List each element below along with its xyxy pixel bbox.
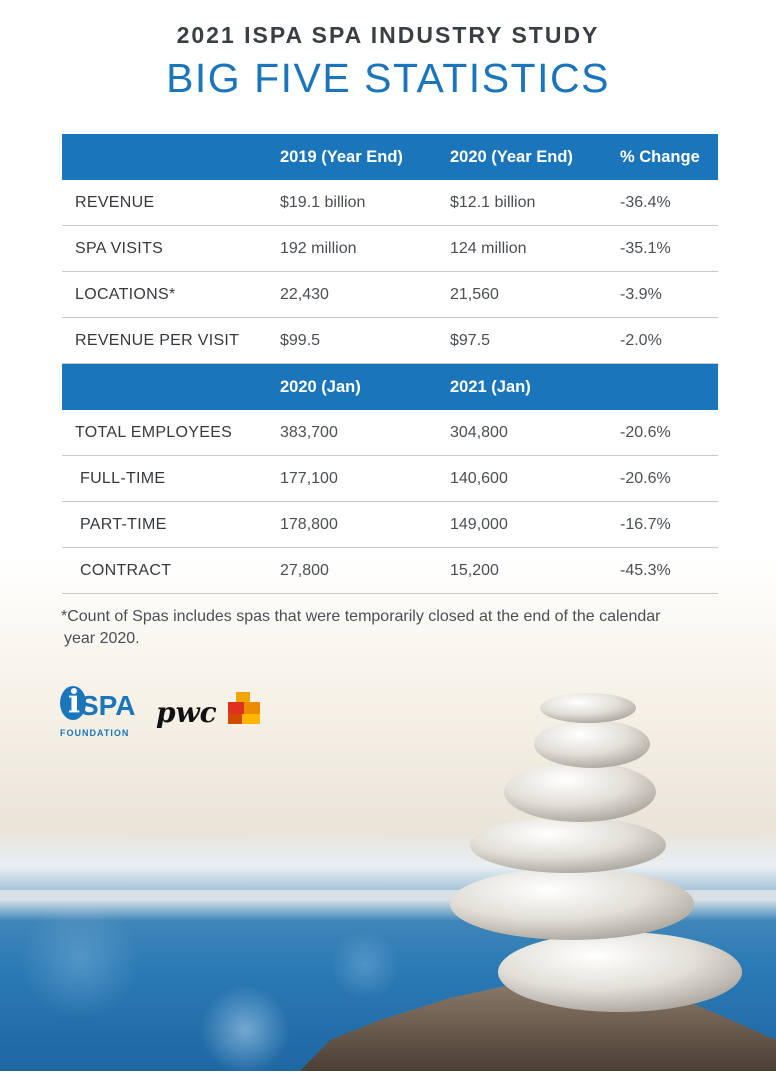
table-cell: 192 million <box>280 226 450 272</box>
ispa-logo-i: i <box>68 682 81 720</box>
table-cell: -20.6% <box>620 456 718 502</box>
study-supertitle: 2021 ISPA SPA INDUSTRY STUDY <box>176 22 600 48</box>
header-cell: % Change <box>620 134 718 180</box>
table-row <box>62 318 718 364</box>
bokeh-light <box>200 985 290 1075</box>
table-cell: -16.7% <box>620 502 718 548</box>
table-cell: -20.6% <box>620 410 718 456</box>
row-label: REVENUE PER VISIT <box>62 318 280 364</box>
table-cell: 22,430 <box>280 272 450 318</box>
row-label: FULL-TIME <box>62 456 280 502</box>
row-label: REVENUE <box>62 180 280 226</box>
table-header-row <box>62 134 718 180</box>
table-cell: -45.3% <box>620 548 718 594</box>
pwc-logo-text: pwc <box>156 696 217 729</box>
header-cell: 2019 (Year End) <box>280 134 450 180</box>
table-row <box>62 456 718 502</box>
table-cell: 149,000 <box>450 502 620 548</box>
table-cell: 140,600 <box>450 456 620 502</box>
table-cell: $97.5 <box>450 318 620 364</box>
table-cell: $12.1 billion <box>450 180 620 226</box>
pwc-logo <box>156 692 266 732</box>
table-row <box>62 502 718 548</box>
footnote <box>61 606 721 650</box>
row-label: SPA VISITS <box>62 226 280 272</box>
statistics-table <box>62 134 718 594</box>
table-cell: 383,700 <box>280 410 450 456</box>
table-cell: -35.1% <box>620 226 718 272</box>
table-cell: -36.4% <box>620 180 718 226</box>
row-label: PART-TIME <box>62 502 280 548</box>
table-cell: 178,800 <box>280 502 450 548</box>
table-cell: $19.1 billion <box>280 180 450 226</box>
header-cell <box>62 364 280 411</box>
table-cell: 304,800 <box>450 410 620 456</box>
page-title: BIG FIVE STATISTICS <box>166 55 610 101</box>
stacked-stones-image <box>300 680 776 1071</box>
header-cell: 2021 (Jan) <box>450 364 620 411</box>
table-cell: $99.5 <box>280 318 450 364</box>
header-cell: 2020 (Year End) <box>450 134 620 180</box>
row-label: CONTRACT <box>62 548 280 594</box>
header-cell: 2020 (Jan) <box>280 364 450 411</box>
page-header <box>0 22 776 102</box>
table-header-row <box>62 364 718 411</box>
table-cell: -3.9% <box>620 272 718 318</box>
ispa-foundation-logo <box>60 682 150 742</box>
header-cell <box>62 134 280 180</box>
table-row <box>62 548 718 594</box>
table-row <box>62 410 718 456</box>
ispa-logo-text: SPA <box>80 690 136 721</box>
header-cell <box>620 364 718 411</box>
table-cell: 15,200 <box>450 548 620 594</box>
row-label: TOTAL EMPLOYEES <box>62 410 280 456</box>
table-cell: 21,560 <box>450 272 620 318</box>
table-row <box>62 272 718 318</box>
table-row <box>62 180 718 226</box>
footnote-line: year 2020. <box>64 630 140 647</box>
table-cell: 27,800 <box>280 548 450 594</box>
footnote-line: *Count of Spas includes spas that were temporarily closed at the end of the calendar <box>61 608 661 625</box>
row-label: LOCATIONS* <box>62 272 280 318</box>
table-row <box>62 226 718 272</box>
table-cell: -2.0% <box>620 318 718 364</box>
table-cell: 177,100 <box>280 456 450 502</box>
ispa-logo-subtitle: FOUNDATION <box>60 728 130 738</box>
bokeh-light <box>20 900 140 1020</box>
table-cell: 124 million <box>450 226 620 272</box>
